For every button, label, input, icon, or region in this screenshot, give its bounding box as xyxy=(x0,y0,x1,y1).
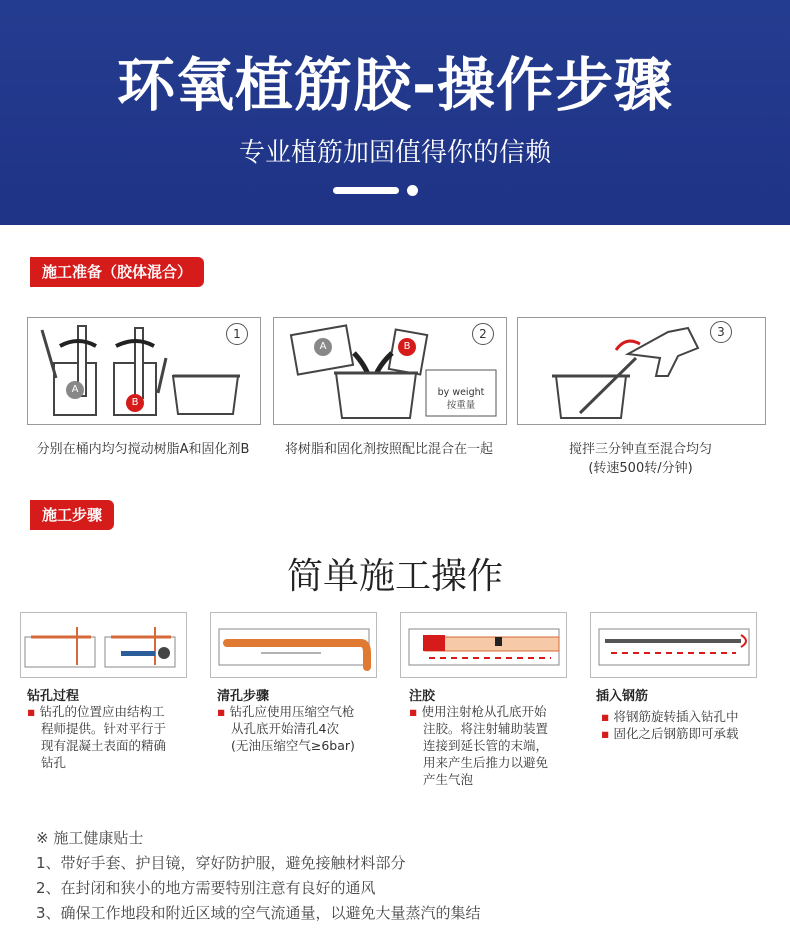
step-title-cleaning: 清孔步骤 xyxy=(217,689,270,704)
tips-title: ※ 施工健康贴士 xyxy=(36,829,144,847)
prep-panel-3 xyxy=(517,317,766,425)
cleaning-illustration xyxy=(211,613,376,677)
health-tips xyxy=(36,826,481,926)
step-desc-drilling: ▪ 钻孔的位置应由结构工 程师提供。针对平行于 现有混凝土表面的精确 钻孔 xyxy=(27,704,167,770)
step-image-insert xyxy=(590,612,757,678)
page-subtitle: 专业植筋加固值得你的信赖 xyxy=(238,138,551,168)
drilling-illustration xyxy=(21,613,186,677)
step-number: 1 xyxy=(226,323,248,345)
tip-line: 3、确保工作地段和附近区域的空气流通量，以避免大量蒸汽的集结 xyxy=(36,904,481,922)
tip-line: 1、带好手套、护目镜，穿好防护服，避免接触材料部分 xyxy=(36,854,406,872)
decor-dot xyxy=(407,185,418,196)
step-title-insert: 插入钢筋 xyxy=(596,689,649,704)
section-tag-steps: 施工步骤 xyxy=(30,500,114,530)
step-title-injection: 注胶 xyxy=(409,689,436,704)
prep-panel-2 xyxy=(273,317,507,425)
prep-panel-1 xyxy=(27,317,261,425)
weight-label-en: by weight xyxy=(437,387,485,398)
decor-bar xyxy=(333,187,399,194)
step-image-injection xyxy=(400,612,567,678)
step-image-drilling xyxy=(20,612,187,678)
injection-illustration xyxy=(401,613,566,677)
prep-caption-1: 分别在桶内均匀搅动树脂A和固化剂B xyxy=(36,442,250,457)
steps-heading: 简单施工操作 xyxy=(286,556,503,597)
section-tag-prep: 施工准备（胶体混合） xyxy=(30,257,204,287)
hardener-b-badge: B xyxy=(126,394,144,412)
prep-caption-3b: (转速500转/分钟) xyxy=(588,461,693,476)
drill-mixing-illustration xyxy=(518,318,765,424)
insert-rebar-illustration xyxy=(591,613,756,677)
step-title-drilling: 钻孔过程 xyxy=(27,689,80,704)
weight-label-cn: 按重量 xyxy=(446,400,476,411)
resin-a-badge: A xyxy=(66,381,84,399)
prep-caption-3a: 搅拌三分钟直至混合均匀 xyxy=(568,442,712,457)
hardener-b-badge: B xyxy=(398,338,416,356)
step-number: 2 xyxy=(472,323,494,345)
page-title: 环氧植筋胶-操作步骤 xyxy=(116,51,674,119)
step-desc-insert: ▪ 将钢筋旋转插入钻孔中 ▪ 固化之后钢筋即可承载 xyxy=(601,709,739,741)
hero-banner xyxy=(0,0,790,225)
step-image-cleaning xyxy=(210,612,377,678)
prep-caption-2: 将树脂和固化剂按照配比混合在一起 xyxy=(284,442,493,457)
step-desc-cleaning: ▪ 钻孔应使用压缩空气枪 从孔底开始清孔4次 (无油压缩空气≥6bar) xyxy=(217,704,355,753)
step-number: 3 xyxy=(710,321,732,343)
step-desc-injection: ▪ 使用注射枪从孔底开始 注胶。将注射辅助装置 连接到延长管的末端， 用来产生后推力以避免 产生气泡 xyxy=(409,704,549,787)
resin-a-badge: A xyxy=(314,338,332,356)
tip-line: 2、在封闭和狭小的地方需要特别注意有良好的通风 xyxy=(36,879,376,897)
mixing-buckets-illustration xyxy=(28,318,260,424)
